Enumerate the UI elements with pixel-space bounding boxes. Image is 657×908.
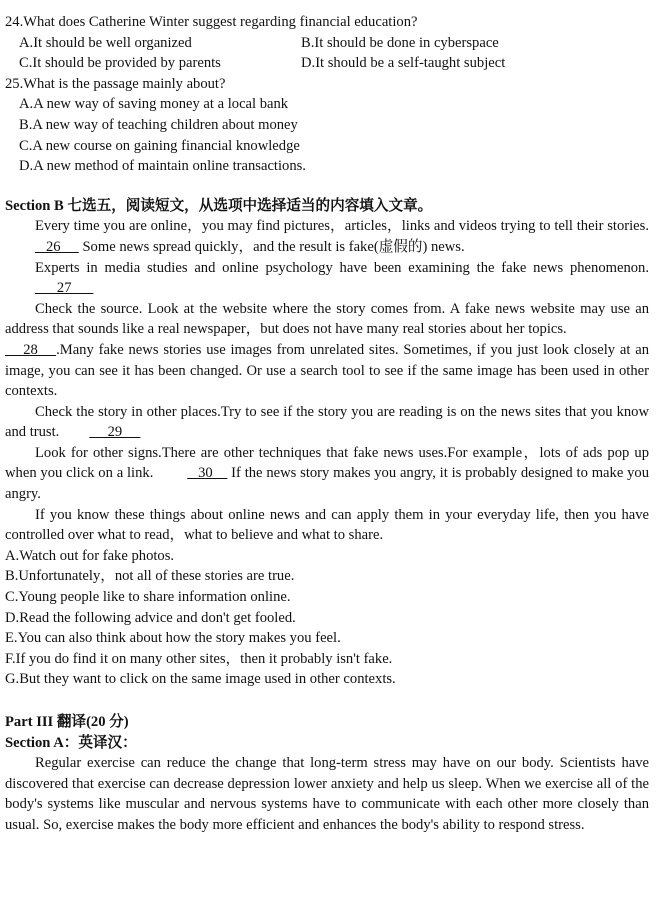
section-a-heading: Section A：英译汉： [5,734,137,751]
question-25-stem: 25.What is the passage mainly about? [5,75,226,92]
question-24 [5,12,649,74]
choice-f: F.If you do find it on many other sites，then it probably isn't fake. [5,650,393,667]
part-3 [5,712,649,836]
blank-26: 26 [35,238,79,255]
passage-paragraph-6: Look for other signs.There are other techniques that fake news uses.For example，lots of ads pop up when you click on a link. 30 If the news story makes you angry, it is probably designed to make you angry. [5,444,650,503]
choice-d: D.Read the following advice and don't get fooled. [5,609,296,626]
blank-28: 28 [5,341,57,358]
answer-choices [5,546,649,690]
passage-paragraph-7: If you know these things about online news and can apply them in your everyday life, then you have controlled over what to read，what to believe and what to share. [5,506,649,544]
translation-paragraph: Regular exercise can reduce the change that long-term stress may have on our body. Scientists have discovered that exercise can decrease depression lower anxiety and help us sleep. When we exercise all of the body's systems like muscular and nervous systems have to communicate with each other more closely than usual. So, exercise makes the body more efficient and enhances the body's ability to respond stress. [5,755,649,833]
question-25-option-c: C.A new course on gaining financial knowledge [19,137,300,154]
question-24-option-c: C.It should be provided by parents [19,55,221,72]
blank-29: 29 [89,424,141,441]
passage-paragraph-5: Check the story in other places.Try to see if the story you are reading is on the news sites that you know and trust. 29 [5,402,649,443]
passage-paragraph-4: 28 .Many fake news stories use images from unrelated sites. Sometimes, if you just look closely at an image, you can see it has been changed. Or use a search tool to see if the same image has been used in other contexts. [5,341,649,400]
question-24-option-d: D.It should be a self-taught subject [301,55,506,72]
choice-e: E.You can also think about how the story makes you feel. [5,630,341,647]
passage-paragraph-2: Experts in media studies and online psychology have been examining the fake news phenomenon. 27 [5,258,649,299]
blank-30: 30 [187,465,228,482]
passage-paragraph-3: Check the source. Look at the website where the story comes from. A fake news website may use an address that sounds like a real newspaper，but does not have many real stories about her topics. [5,300,649,338]
passage-paragraph-1: Every time you are online，you may find pictures，articles，links and videos trying to tell their stories. 26 Some news spread quickly，and the result is fake(虚假的) news. [5,216,649,257]
choice-c: C.Young people like to share information online. [5,589,291,606]
blank-27: 27 [35,280,94,297]
question-25-option-d: D.A new method of maintain online transactions. [19,158,306,175]
question-24-option-a: A.It should be well organized [19,34,192,51]
question-24-stem: 24.What does Catherine Winter suggest regarding financial education? [5,14,418,30]
question-25-option-a: A.A new way of saving money at a local bank [19,96,289,113]
question-24-option-b: B.It should be done in cyberspace [301,34,499,51]
part-3-heading: Part III 翻译(20 分) [5,714,129,730]
section-b-heading: Section B 七选五，阅读短文，从选项中选择适当的内容填入文章。 [5,197,433,214]
question-25 [5,74,649,177]
section-b [5,196,649,690]
question-25-option-b: B.A new way of teaching children about money [19,116,298,133]
choice-b: B.Unfortunately，not all of these stories are true. [5,568,295,585]
choice-g: G.But they want to click on the same image used in other contexts. [5,671,396,688]
choice-a: A.Watch out for fake photos. [5,547,175,564]
